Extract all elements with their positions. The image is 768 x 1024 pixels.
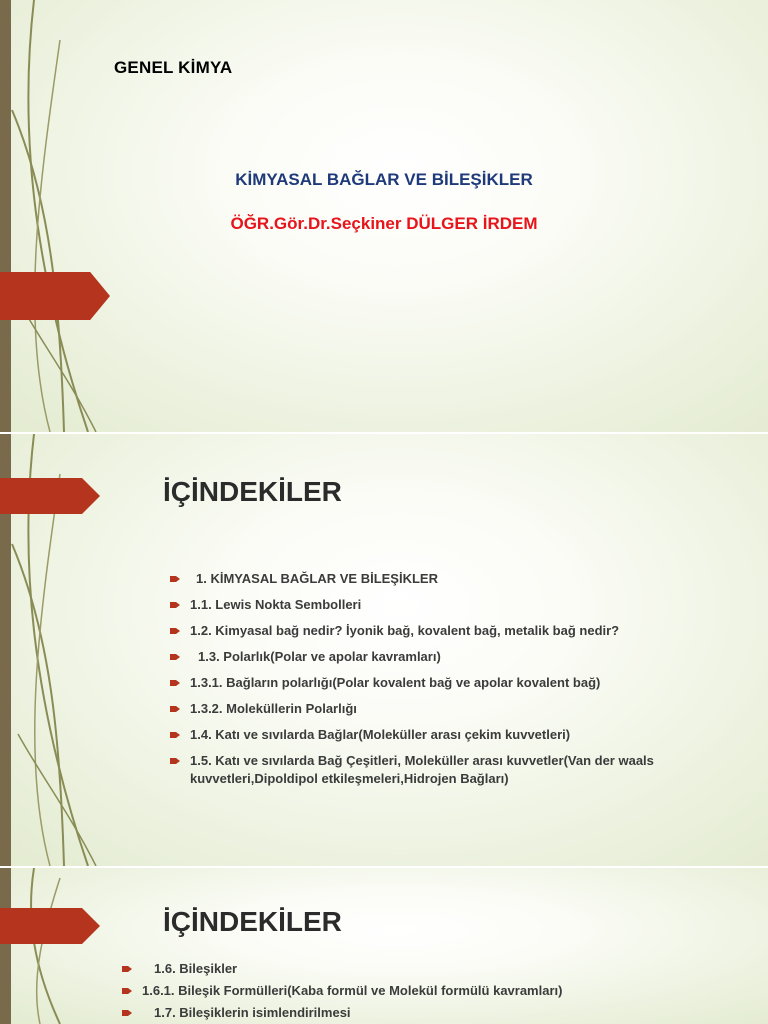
- course-title: GENEL KİMYA: [114, 58, 233, 77]
- list-item: [122, 1004, 682, 1022]
- contents-list: [170, 570, 730, 788]
- list-item-text: 1.5. Katı ve sıvılarda Bağ Çeşitleri, Moleküller arası kuvvetler(Van der waals kuvvetleri,Dipoldipol etkileşmeleri,Hidrojen Bağları): [190, 753, 654, 786]
- contents-slide-1: [0, 434, 768, 866]
- contents-slide-2: [0, 868, 768, 1024]
- red-arrow-tab: [0, 908, 100, 944]
- arrow-bullet-icon: [170, 653, 180, 661]
- list-item: [170, 700, 730, 718]
- list-item-text: 1.3. Polarlık(Polar ve apolar kavramları): [198, 649, 441, 664]
- list-item: [170, 648, 730, 666]
- list-item: [122, 960, 682, 978]
- list-item: [170, 570, 730, 588]
- arrow-bullet-icon: [122, 987, 132, 995]
- list-item-text: 1.1. Lewis Nokta Sembolleri: [190, 597, 362, 612]
- contents-heading: İÇİNDEKİLER: [163, 906, 342, 937]
- contents-heading: İÇİNDEKİLER: [163, 476, 342, 507]
- presentation-title: KİMYASAL BAĞLAR VE BİLEŞİKLER: [235, 170, 533, 189]
- arrow-bullet-icon: [170, 757, 180, 765]
- author-name: ÖĞR.Gör.Dr.Seçkiner DÜLGER İRDEM: [230, 214, 538, 233]
- list-item: [170, 752, 730, 788]
- decorative-swirls: [0, 868, 120, 1024]
- list-item-text: 1. KİMYASAL BAĞLAR VE BİLEŞİKLER: [196, 571, 438, 586]
- list-item-text: 1.7. Bileşiklerin isimlendirilmesi: [154, 1005, 351, 1020]
- contents-list: [122, 960, 682, 1022]
- list-item-text: 1.2. Kimyasal bağ nedir? İyonik bağ, kovalent bağ, metalik bağ nedir?: [190, 623, 620, 638]
- arrow-bullet-icon: [122, 965, 132, 973]
- title-slide: [0, 0, 768, 432]
- list-item-text: 1.6. Bileşikler: [154, 961, 238, 976]
- list-item-text: 1.3.1. Bağların polarlığı(Polar kovalent bağ ve apolar kovalent bağ): [190, 675, 601, 690]
- list-item: [170, 726, 730, 744]
- list-item: [170, 622, 730, 640]
- arrow-bullet-icon: [122, 1009, 132, 1017]
- arrow-bullet-icon: [170, 601, 180, 609]
- arrow-bullet-icon: [170, 679, 180, 687]
- list-item: [122, 982, 682, 1000]
- list-item-text: 1.3.2. Moleküllerin Polarlığı: [190, 701, 357, 716]
- red-arrow-tab: [0, 272, 110, 320]
- list-item: [170, 674, 730, 692]
- list-item-text: 1.6.1. Bileşik Formülleri(Kaba formül ve Molekül formülü kavramları): [142, 983, 563, 998]
- arrow-bullet-icon: [170, 705, 180, 713]
- arrow-bullet-icon: [170, 575, 180, 583]
- list-item-text: 1.4. Katı ve sıvılarda Bağlar(Moleküller arası çekim kuvvetleri): [190, 727, 571, 742]
- arrow-bullet-icon: [170, 731, 180, 739]
- list-item: [170, 596, 730, 614]
- red-arrow-tab: [0, 478, 100, 514]
- arrow-bullet-icon: [170, 627, 180, 635]
